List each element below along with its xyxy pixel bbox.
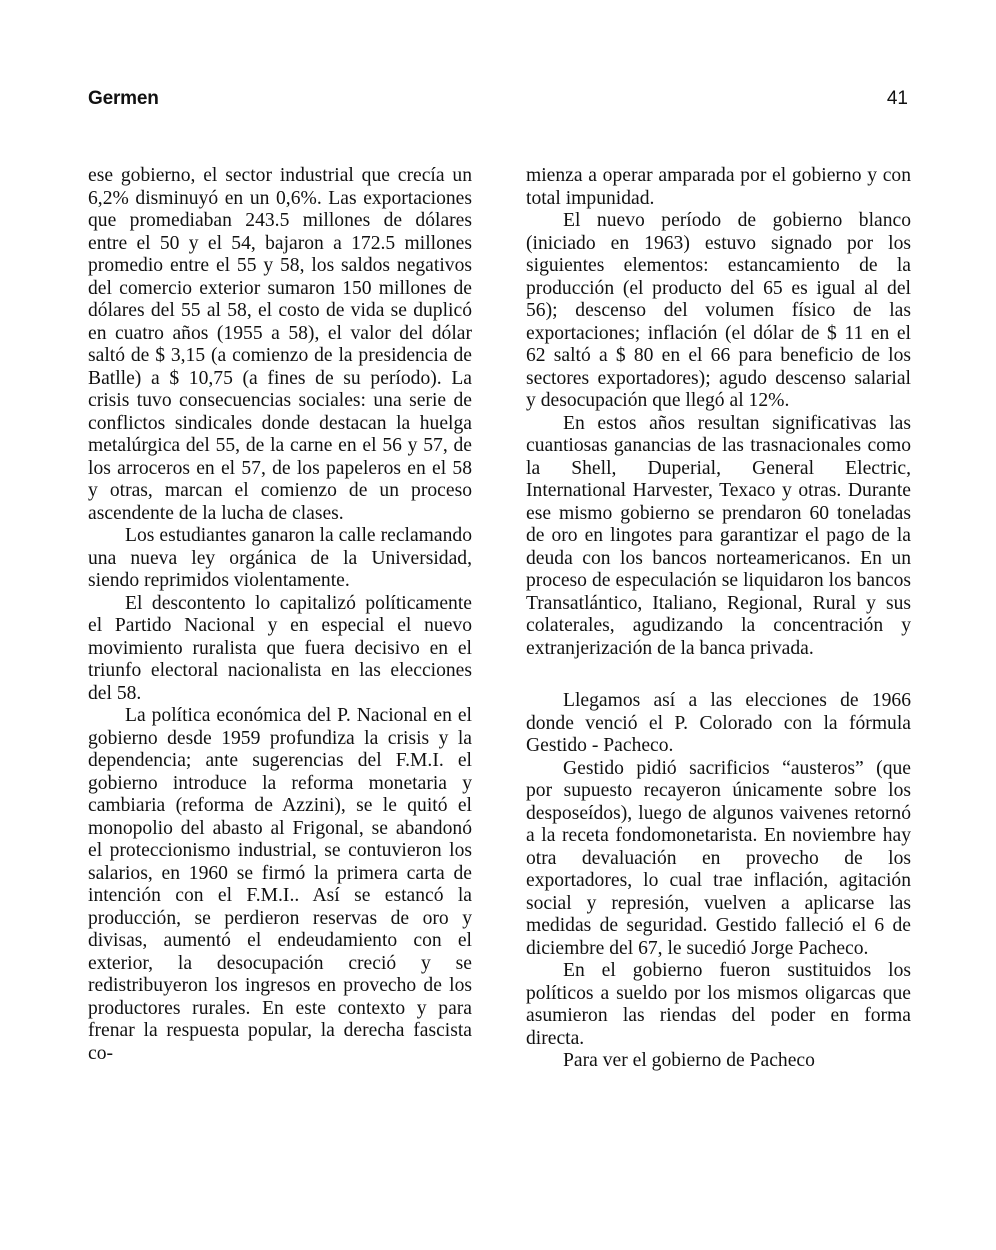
- running-head: Germen: [88, 88, 159, 109]
- paragraph: En estos años resultan significativas las cuantiosas ganancias de las trasnacionales como la Shell, Duperial, General Electric, International Harvester, Texaco y otras. Durante ese mismo gobierno se prendaron 60 toneladas de oro en lingotes para garantizar el pago de la deuda con los bancos norteamericanos. En un proceso de especulación se liquidaron los bancos Transatlántico, Italiano, Regional, Rural y sus colaterales, agudizando la concentración y extranjerización de la banca privada.: [526, 412, 911, 659]
- paragraph: Los estudiantes ganaron la calle reclamando una nueva ley orgánica de la Universidad, siendo reprimidos violentamente.: [88, 525, 472, 591]
- paragraph: Para ver el gobierno de Pacheco: [563, 1050, 815, 1071]
- paragraph: El descontento lo capitalizó políticamente el Partido Nacional y en especial el nuevo movimiento ruralista que fuera decisivo en el triunfo electoral nacionalista en las elecciones del 58.: [88, 592, 472, 704]
- paragraph: Gestido pidió sacrificios “austeros” (que por supuesto recayeron únicamente sobre los desposeídos), luego de algunos vaivenes retornó a la receta fondomonetarista. En noviembre hay otra devaluación en provecho de los exportadores, lo cual trae inflación, agitación social y represión, vuelven a aplicarse las medidas de seguridad. Gestido falleció el 6 de diciembre del 67, le sucedió Jorge Pacheco.: [526, 757, 911, 959]
- right-column: [526, 165, 911, 1073]
- page-number: 41: [886, 88, 908, 109]
- paragraph: En el gobierno fueron sustituidos los políticos a sueldo por los mismos oligarcas que asumieron las riendas del poder en forma directa.: [526, 960, 911, 1049]
- paragraph: mienza a operar amparada por el gobierno y con total impunidad.: [526, 165, 911, 209]
- section-break: [526, 660, 911, 690]
- paragraph: Llegamos así a las elecciones de 1966 donde venció el P. Colorado con la fórmula Gestido - Pacheco.: [526, 690, 911, 756]
- paragraph: La política económica del P. Nacional en el gobierno desde 1959 profundiza la crisis y la dependencia; ante sugerencias del F.M.I. el gobierno introduce la reforma monetaria y cambiaria (reforma de Azzini), se le quitó el monopolio del abasto al Frigonal, se abandonó el proteccionismo industrial, se contuvieron los salarios, en 1960 se firmó la primera carta de intención con el F.M.I.. Así se estancó la producción, se perdieron reservas de oro y divisas, aumentó el endeudamiento con el exterior, la desocupación creció y se redistribuyeron los ingresos en provecho de los productores rurales. En este contexto y para frenar la respuesta popular, la derecha fascista co-: [88, 705, 472, 1064]
- left-column: [88, 165, 472, 1065]
- page-header: [88, 88, 908, 118]
- paragraph: El nuevo período de gobierno blanco (iniciado en 1963) estuvo signado por los siguientes elementos: estancamiento de la producción (el producto del 65 es igual al del 56); descenso del volumen físico de las exportaciones; inflación (el dólar de $ 11 en el 62 saltó a $ 80 en el 66 para beneficio de los sectores exportadores); agudo descenso salarial y desocupación que llegó al 12%.: [526, 210, 911, 411]
- paragraph: ese gobierno, el sector industrial que crecía un 6,2% disminuyó en un 0,6%. Las exportaciones que promediaban 243.5 millones de dólares entre el 50 y el 54, bajaron a 172.5 millones promedio entre el 55 y 58, los saldos negativos del comercio exterior sumaron 150 millones de dólares del 55 al 58, el costo de vida se duplicó en cuatro años (1955 a 58), el valor del dólar saltó de $ 3,15 (a comienzo de la presidencia de Batlle) a $ 10,75 (a fines de su período). La crisis tuvo consecuencias sociales: una serie de conflictos sindicales donde destacan la huelga metalúrgica del 55, de la carne en el 56 y 57, de los arroceros en el 57, de los papeleros en el 58 y otras, marcan el comienzo de un proceso ascendente de la lucha de clases.: [88, 165, 472, 524]
